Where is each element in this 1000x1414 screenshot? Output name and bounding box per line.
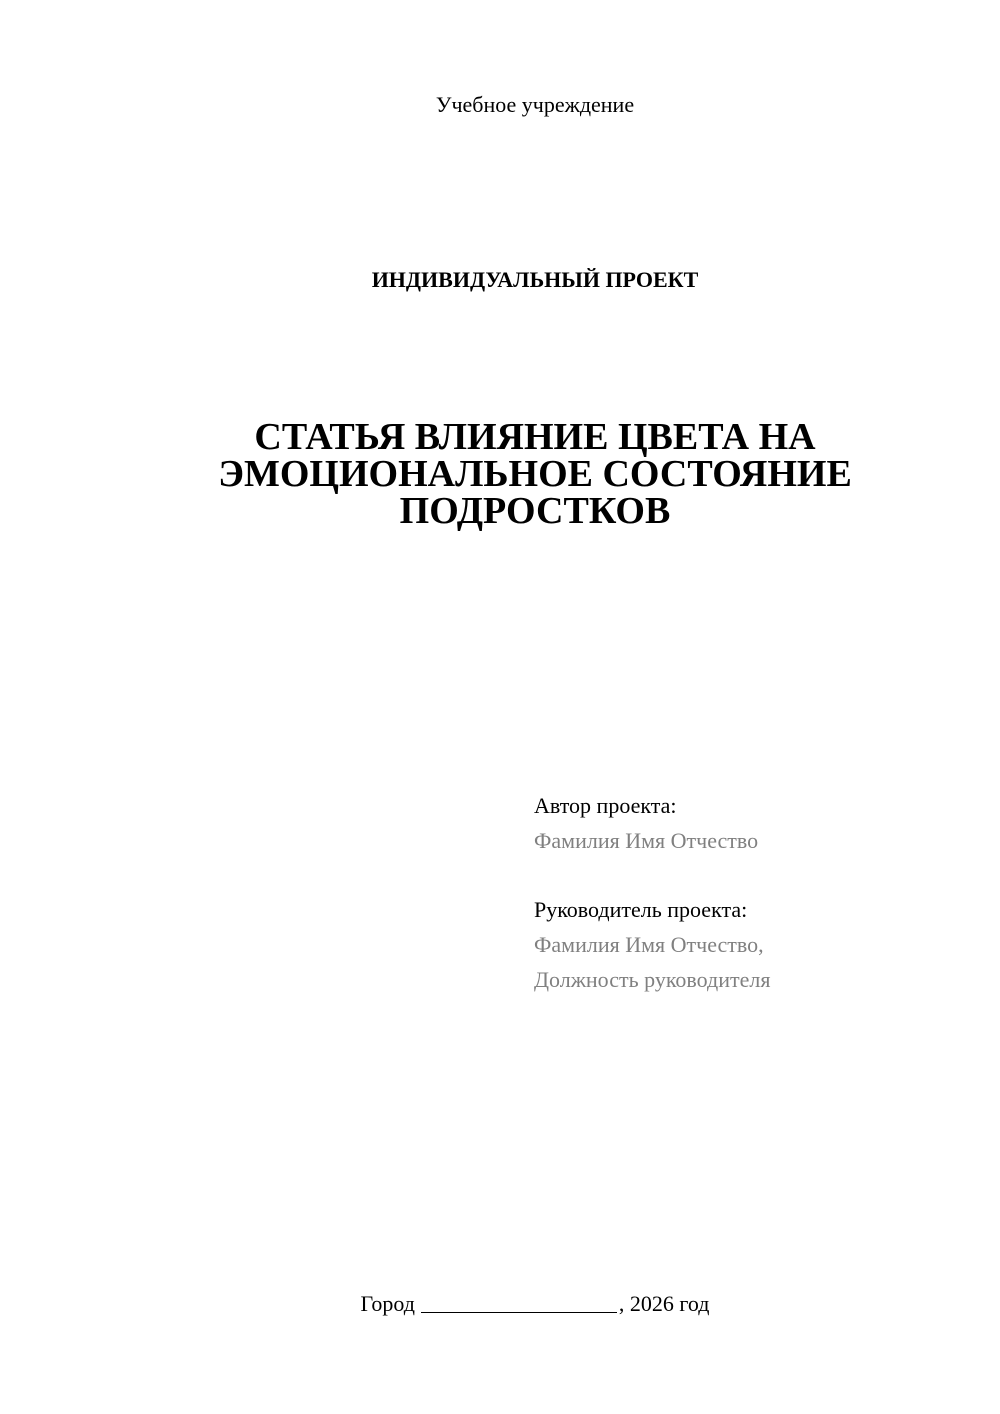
- credits-block: [534, 788, 974, 997]
- title-line: ЭМОЦИОНАЛЬНОЕ СОСТОЯНИЕ: [218, 453, 852, 495]
- supervisor-position: Должность руководителя: [534, 967, 771, 992]
- footer-city-year: [0, 1289, 1000, 1319]
- document-type: ИНДИВИДУАЛЬНЫЙ ПРОЕКТ: [371, 267, 699, 292]
- year-text: , 2026 год: [618, 1291, 710, 1316]
- author-label: Автор проекта:: [534, 793, 677, 818]
- city-blank-line: [421, 1292, 617, 1313]
- city-label: Город: [360, 1291, 415, 1316]
- spacer: [534, 858, 974, 892]
- title-line: СТАТЬЯ ВЛИЯНИЕ ЦВЕТА НА: [254, 416, 816, 458]
- title-line: ПОДРОСТКОВ: [399, 490, 671, 532]
- supervisor-name: Фамилия Имя Отчество,: [534, 932, 764, 957]
- institution-name: Учебное учреждение: [435, 92, 635, 117]
- author-name: Фамилия Имя Отчество: [534, 828, 759, 853]
- supervisor-label: Руководитель проекта:: [534, 897, 748, 922]
- document-title: [185, 416, 885, 532]
